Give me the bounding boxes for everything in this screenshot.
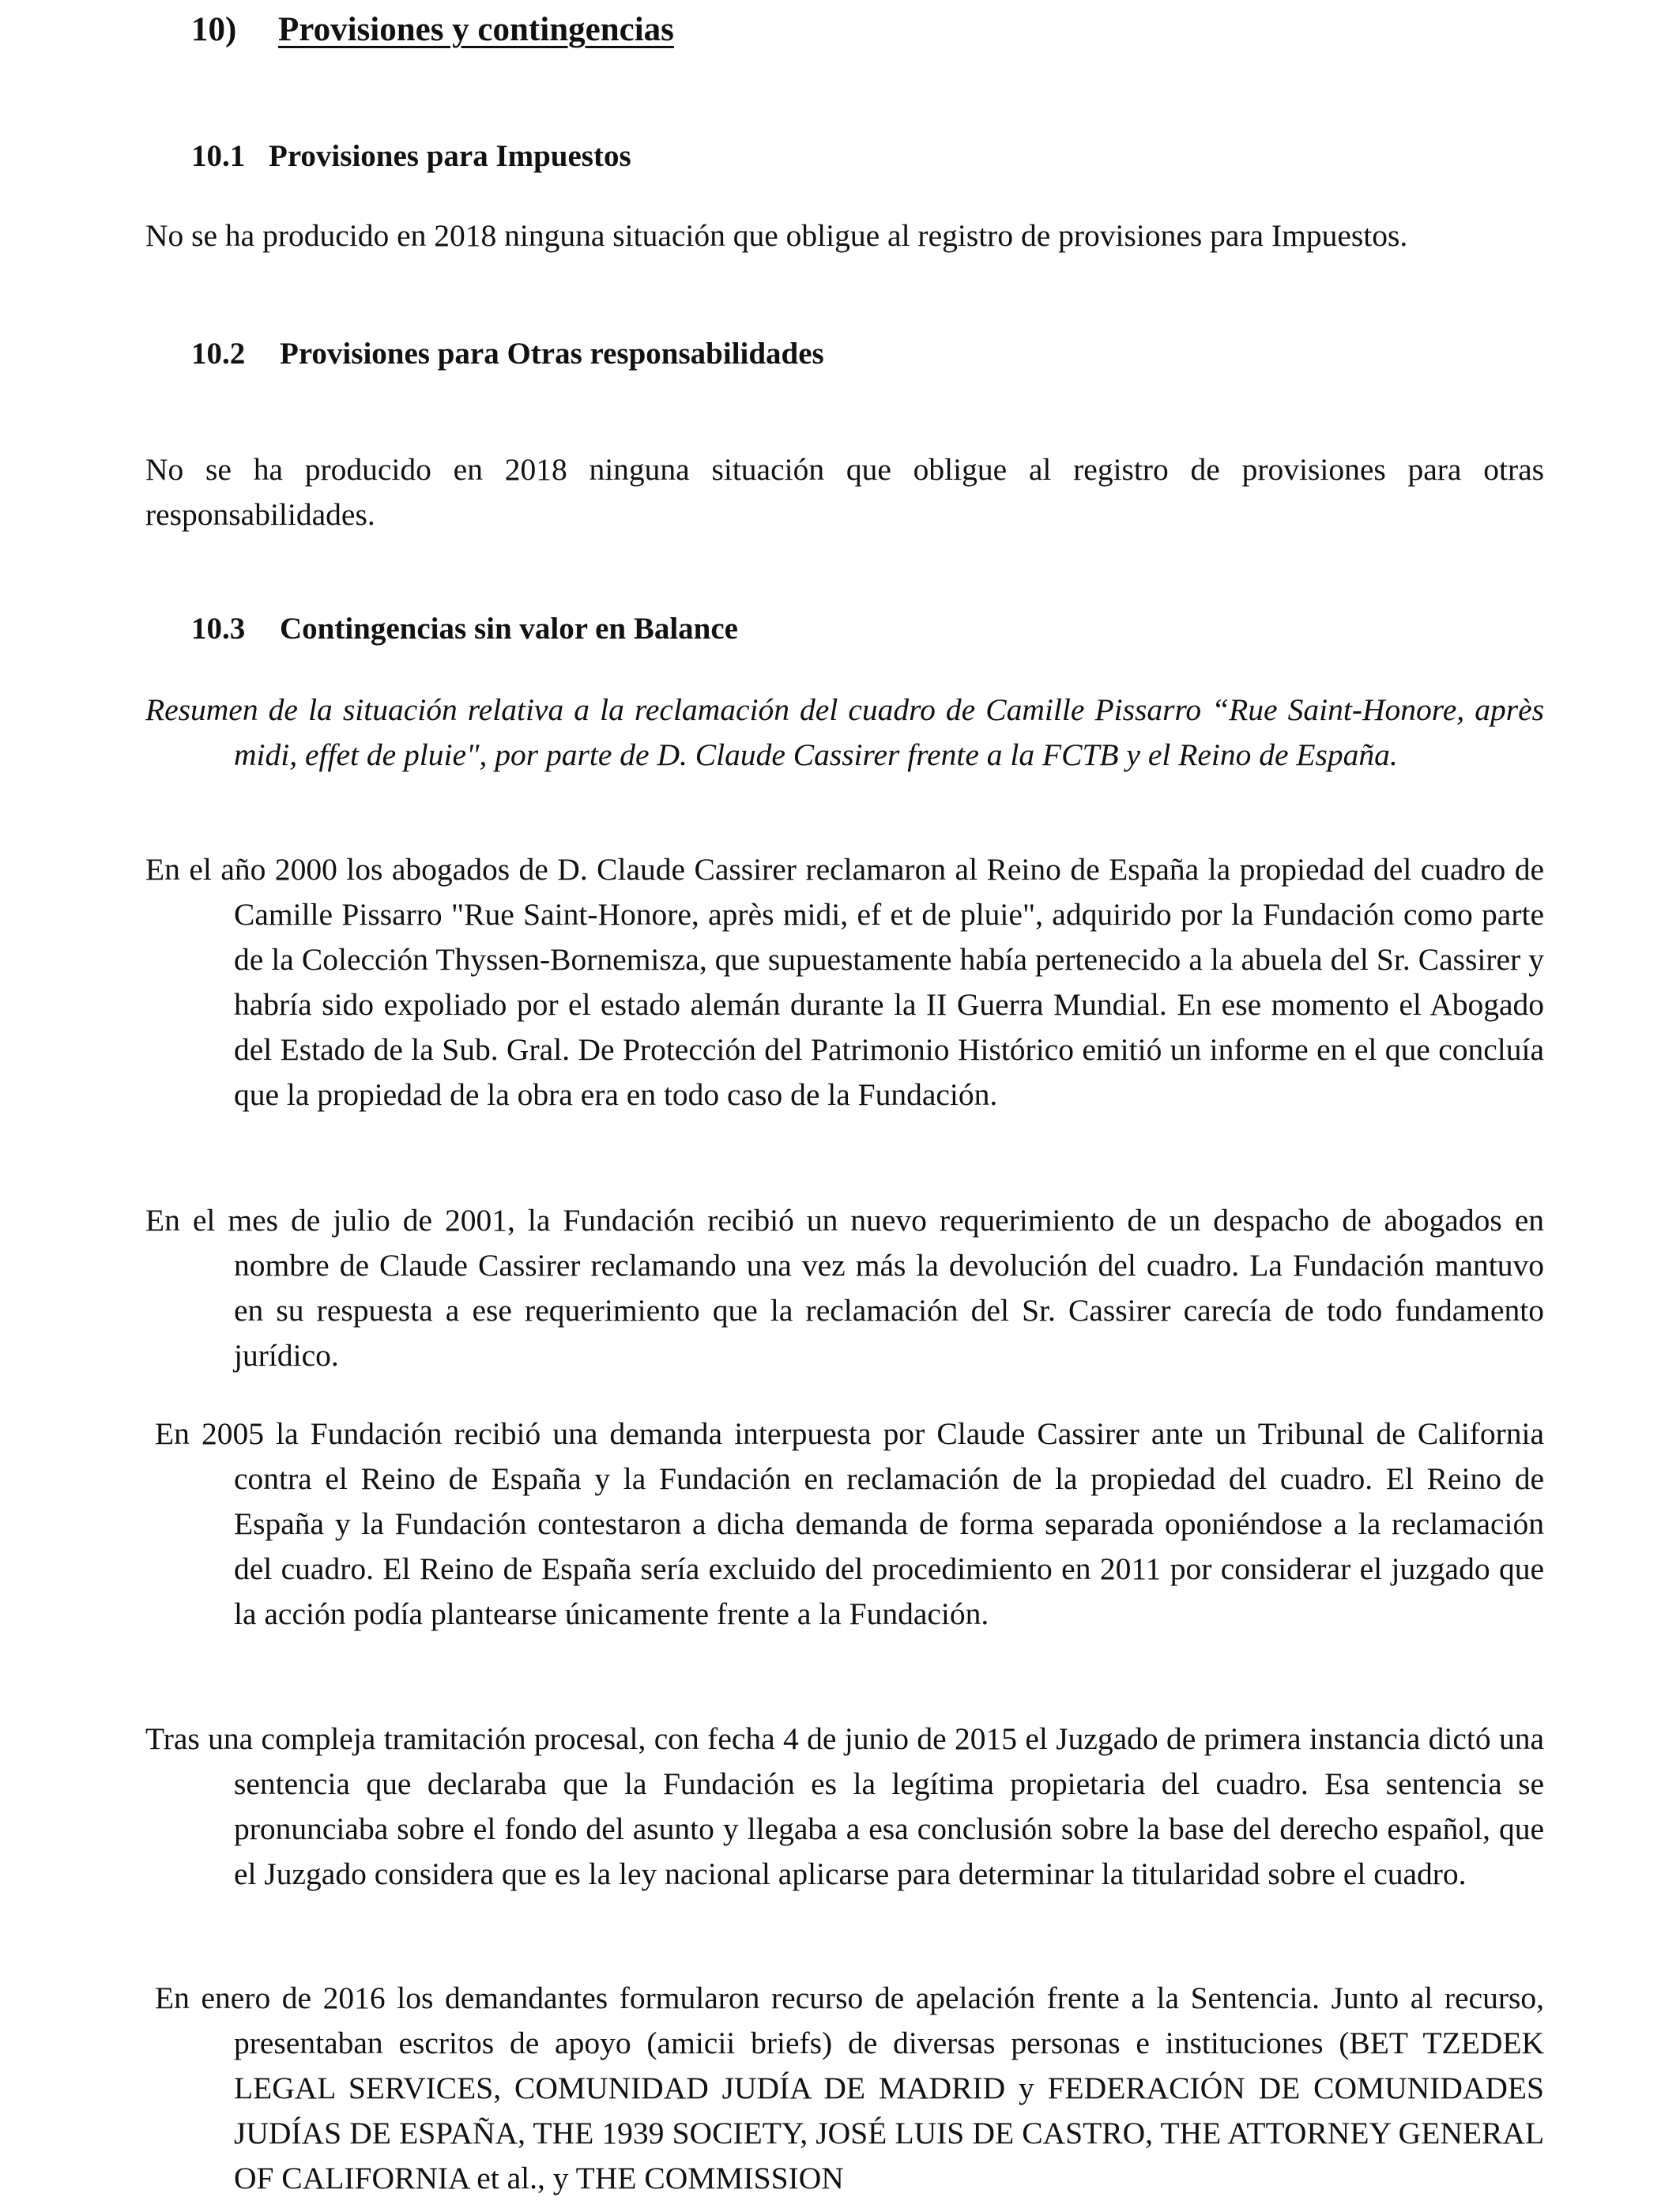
section-heading <box>191 9 674 51</box>
subsection-number: 10.1 <box>191 139 246 173</box>
paragraph-2001: En el mes de julio de 2001, la Fundación recibió un nuevo requerimiento de un despacho de abogados en nombre de Claude Cassirer reclamando una vez más la devolución del cuadro. La Fundación mantuvo en su respuesta a ese requerimiento que la reclamación del Sr. Cassirer carecía de todo fundamento jurídico. <box>145 1203 1544 1373</box>
subsection-title: Provisiones para Impuestos <box>269 139 631 173</box>
summary-paragraph: Resumen de la situación relativa a la reclamación del cuadro de Camille Pissarro “Rue Saint-Honore, après midi, effet de pluie", por parte de D. Claude Cassirer frente a la FCTB y el Reino de España. <box>145 692 1544 772</box>
paragraph-2000: En el año 2000 los abogados de D. Claude Cassirer reclamaron al Reino de España la propiedad del cuadro de Camille Pissarro "Rue Saint-Honore, après midi, ef et de pluie", adquirido por la Fundación como parte de la Colección Thyssen-Bornemisza, que supuestamente había pertenecido a la abuela del Sr. Cassirer y habría sido expoliado por el estado alemán durante la II Guerra Mundial. En ese momento el Abogado del Estado de la Sub. Gral. De Protección del Patrimonio Histórico emitió un informe en el que concluía que la propiedad de la obra era en todo caso de la Fundación. <box>145 852 1544 1112</box>
paragraph-2016: En enero de 2016 los demandantes formularon recurso de apelación frente a la Sentencia. Junto al recurso, presentaban escritos de apoyo (amicii briefs) de diversas personas e instituciones (BET TZEDEK LEGAL SERVICES, COMUNIDAD JUDÍA DE MADRID y FEDERACIÓN DE COMUNIDADES JUDÍAS DE ESPAÑA, THE 1939 SOCIETY, JOSÉ LUIS DE CASTRO, THE ATTORNEY GENERAL OF CALIFORNIA et al., y THE COMMISSION <box>155 1981 1544 2195</box>
paragraph-2005: En 2005 la Fundación recibió una demanda interpuesta por Claude Cassirer ante un Tribunal de California contra el Reino de España y la Fundación en reclamación de la propiedad del cuadro. El Reino de España y la Fundación contestaron a dicha demanda de forma separada oponiéndose a la reclamación del cuadro. El Reino de España sería excluido del procedimiento en 2011 por considerar el juzgado que la acción podía plantearse únicamente frente a la Fundación. <box>155 1416 1544 1631</box>
subsection-number: 10.2 <box>191 337 246 371</box>
subsection-heading-10-3 <box>191 610 738 648</box>
subsection-number: 10.3 <box>191 612 246 646</box>
section-number: 10) <box>191 11 237 48</box>
subsection-heading-10-1 <box>191 138 631 175</box>
section-title: Provisiones y contingencias <box>278 11 674 48</box>
subsection-heading-10-2 <box>191 335 824 373</box>
paragraph-otras-responsabilidades: No se ha producido en 2018 ninguna situación que obligue al registro de provisiones para otras responsabilidades. <box>145 452 1544 532</box>
paragraph-provisiones-impuestos: No se ha producido en 2018 ninguna situación que obligue al registro de provisiones para Impuestos. <box>145 218 1408 253</box>
paragraph-2015: Tras una compleja tramitación procesal, con fecha 4 de junio de 2015 el Juzgado de primera instancia dictó una sentencia que declaraba que la Fundación es la legítima propietaria del cuadro. Esa sentencia se pronunciaba sobre el fondo del asunto y llegaba a esa conclusión sobre la base del derecho español, que el Juzgado considera que es la ley nacional aplicarse para determinar la titularidad sobre el cuadro. <box>145 1721 1544 1891</box>
subsection-title: Contingencias sin valor en Balance <box>280 612 738 646</box>
subsection-title: Provisiones para Otras responsabilidades <box>280 337 824 371</box>
